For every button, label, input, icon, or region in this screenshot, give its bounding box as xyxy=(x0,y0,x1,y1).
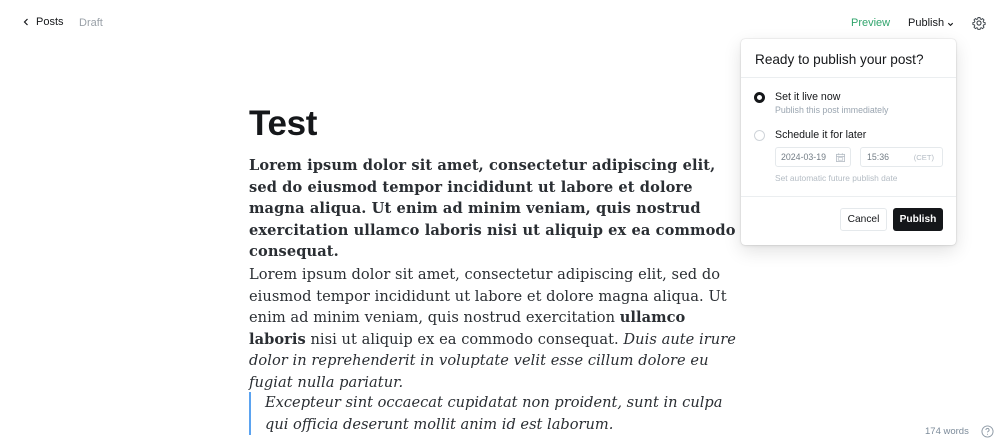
calendar-icon xyxy=(836,153,845,162)
preview-button[interactable]: Preview xyxy=(851,17,891,29)
chevron-down-icon xyxy=(947,21,954,28)
option-now-label: Set it live now xyxy=(775,91,841,103)
divider xyxy=(741,77,956,78)
body-text: Lorem ipsum dolor sit amet, consectetur adipiscing elit, sed do eiusmod tempor incididunt ut labore et dolore magna aliqua. Ut enim ad minim veniam, quis nostrud exercitation xyxy=(249,266,727,327)
back-link-label: Posts xyxy=(36,16,64,28)
popover-title: Ready to publish your post? xyxy=(755,52,924,67)
gear-icon xyxy=(972,16,986,30)
post-blockquote[interactable]: Excepteur sint occaecat cupidatat non proident, sunt in culpa qui officia deserunt mollit anim id est laborum. xyxy=(249,392,744,435)
cancel-button[interactable]: Cancel xyxy=(840,208,887,231)
time-value: 15:36 xyxy=(867,152,890,162)
post-editor[interactable] xyxy=(249,104,749,144)
schedule-hint: Set automatic future publish date xyxy=(775,173,898,183)
post-body-paragraph[interactable] xyxy=(249,264,744,394)
body-text-continued: nisi ut aliquip ex ea commodo consequat. xyxy=(305,330,624,348)
publish-toggle-label: Publish xyxy=(908,17,945,29)
help-button[interactable] xyxy=(981,425,994,438)
help-icon xyxy=(981,425,994,438)
timezone-label: (CET) xyxy=(913,153,934,162)
post-excerpt[interactable]: Lorem ipsum dolor sit amet, consectetur adipiscing elit, sed do eiusmod tempor incididunt ut labore et dolore magna aliqua. Ut enim ad minim veniam, quis nostrud exercitation ullamco laboris nisi ut aliquip ex ea commodo consequat. xyxy=(249,157,736,261)
word-count: 174 words xyxy=(925,426,969,437)
back-to-posts-link[interactable] xyxy=(22,16,64,28)
post-title[interactable]: Test xyxy=(249,104,318,143)
radio-schedule-later[interactable] xyxy=(754,130,765,141)
confirm-publish-button[interactable]: Publish xyxy=(893,208,943,231)
option-now-sublabel: Publish this post immediately xyxy=(775,105,889,115)
publish-menu-toggle[interactable] xyxy=(908,17,954,29)
date-value: 2024-03-19 xyxy=(781,152,826,162)
settings-button[interactable] xyxy=(972,16,986,30)
body-bold-text: ullamco laboris xyxy=(249,309,686,348)
schedule-time-input[interactable] xyxy=(860,147,943,167)
body-italic-text: Duis aute irure dolor in reprehenderit in voluptate velit esse cillum dolore eu fugiat nulla pariatur. xyxy=(249,330,736,391)
post-status: Draft xyxy=(79,17,103,29)
schedule-date-input[interactable] xyxy=(775,147,851,167)
chevron-left-icon xyxy=(22,18,30,26)
divider xyxy=(741,196,956,197)
option-later-label: Schedule it for later xyxy=(775,129,867,141)
radio-publish-now[interactable] xyxy=(754,92,765,103)
publish-popover xyxy=(741,39,956,245)
